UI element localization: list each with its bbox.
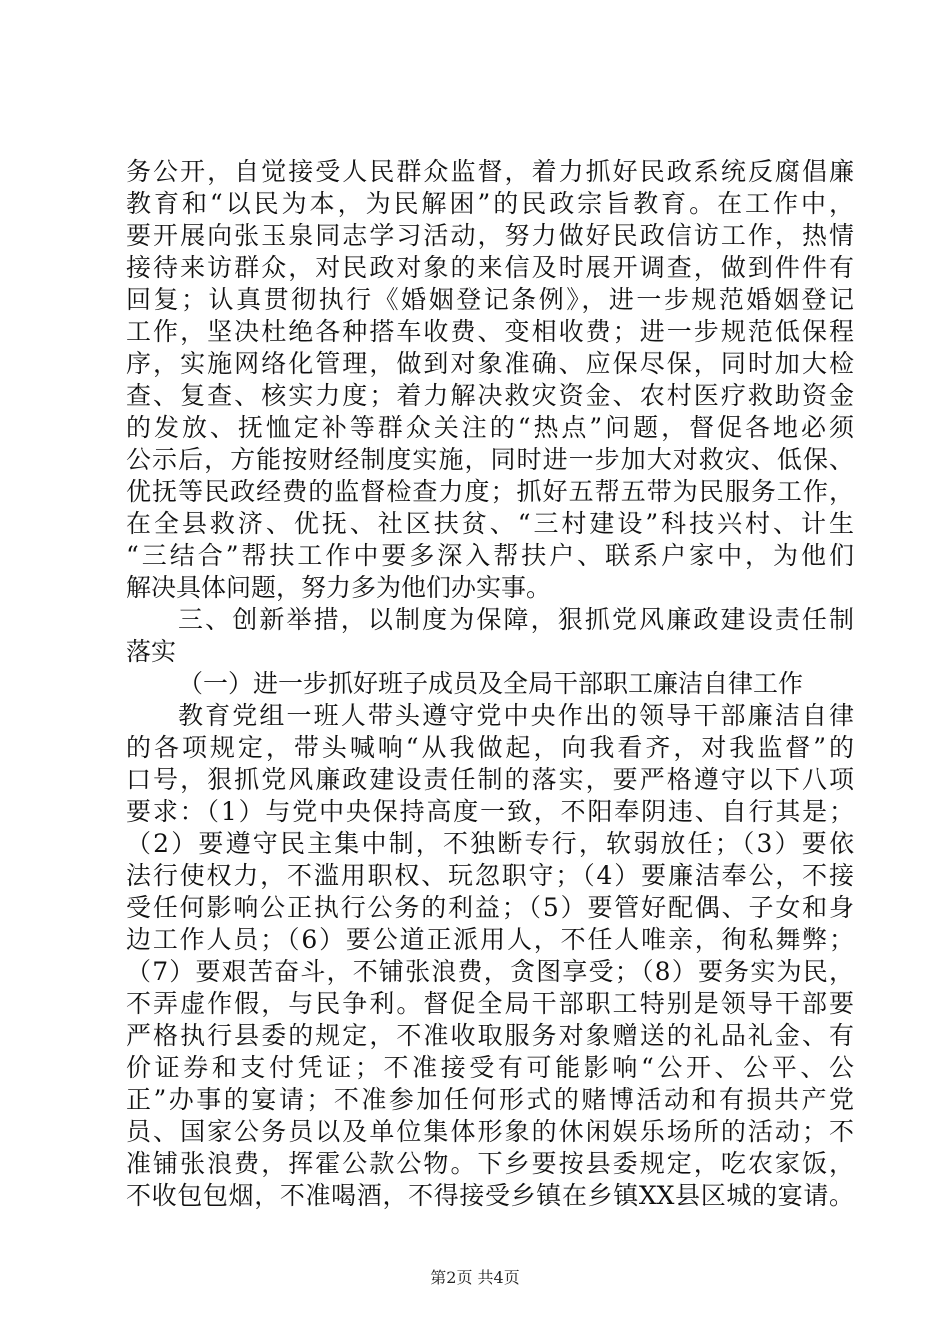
- text-line: 公示后，方能按财经制度实施，同时进一步加大对救灾、低保、: [126, 445, 854, 474]
- text-line: （2）要遵守民主集中制，不独断专行，软弱放任；（3）要依: [126, 829, 854, 858]
- text-line: 法行使权力，不滥用职权、玩忽职守；（4）要廉洁奉公，不接: [126, 861, 854, 890]
- text-line: 的各项规定，带头喊响“从我做起，向我看齐，对我监督”的: [126, 733, 854, 762]
- text-line: 查、复查、核实力度；着力解决救灾资金、农村医疗救助资金: [126, 381, 854, 410]
- text-line: （7）要艰苦奋斗，不铺张浪费，贪图享受；（8）要务实为民，: [126, 957, 854, 986]
- section-heading-continued: 落实: [126, 637, 177, 666]
- text-line: 在全县救济、优抚、社区扶贫、“三村建设”科技兴村、计生: [126, 509, 854, 538]
- text-line: 教育和“以民为本，为民解困”的民政宗旨教育。在工作中，: [126, 189, 854, 218]
- text-line: 口号，狠抓党风廉政建设责任制的落实，要严格遵守以下八项: [126, 765, 854, 794]
- text-line: “三结合”帮扶工作中要多深入帮扶户、联系户家中，为他们: [126, 541, 854, 570]
- text-line: 价证券和支付凭证；不准接受有可能影响“公开、公平、公: [126, 1053, 854, 1082]
- subsection-heading: （一）进一步抓好班子成员及全局干部职工廉洁自律工作: [178, 669, 804, 698]
- text-line: 正”办事的宴请；不准参加任何形式的赌博活动和有损共产党: [126, 1085, 854, 1114]
- text-line: 受任何影响公正执行公务的利益；（5）要管好配偶、子女和身: [126, 893, 854, 922]
- text-line: 不收包包烟，不准喝酒，不得接受乡镇在乡镇XX县区城的宴请。: [126, 1181, 854, 1210]
- text-line: 的发放、抚恤定补等群众关注的“热点”问题，督促各地必须: [126, 413, 854, 442]
- text-line: 优抚等民政经费的监督检查力度；抓好五帮五带为民服务工作，: [126, 477, 854, 506]
- text-line: 序，实施网络化管理，做到对象准确、应保尽保，同时加大检: [126, 349, 854, 378]
- text-line: 要开展向张玉泉同志学习活动，努力做好民政信访工作，热情: [126, 221, 854, 250]
- text-line: 员、国家公务员以及单位集体形象的休闲娱乐场所的活动；不: [126, 1117, 854, 1146]
- text-line: 工作，坚决杜绝各种搭车收费、变相收费；进一步规范低保程: [126, 317, 854, 346]
- text-line: 要求：（1）与党中央保持高度一致，不阳奉阴违、自行其是；: [126, 797, 854, 826]
- text-line: 准铺张浪费，挥霍公款公物。下乡要按县委规定，吃农家饭，: [126, 1149, 854, 1178]
- text-line: 务公开，自觉接受人民群众监督，着力抓好民政系统反腐倡廉: [126, 157, 854, 186]
- text-line: 不弄虚作假，与民争利。督促全局干部职工特别是领导干部要: [126, 989, 854, 1018]
- text-line: 接待来访群众，对民政对象的来信及时展开调查，做到件件有: [126, 253, 854, 282]
- section-heading: 三、创新举措，以制度为保障，狠抓党风廉政建设责任制: [178, 605, 854, 634]
- page-number-footer: 第2页 共4页: [430, 1268, 520, 1287]
- document-body: [126, 156, 854, 1212]
- text-line: 解决具体问题，努力多为他们办实事。: [126, 573, 552, 602]
- text-line: 回复；认真贯彻执行《婚姻登记条例》，进一步规范婚姻登记: [126, 285, 854, 314]
- text-line: 教育党组一班人带头遵守党中央作出的领导干部廉洁自律: [178, 701, 854, 730]
- text-line: 边工作人员；（6）要公道正派用人，不任人唯亲，徇私舞弊；: [126, 925, 854, 954]
- text-line: 严格执行县委的规定，不准收取服务对象赠送的礼品礼金、有: [126, 1021, 854, 1050]
